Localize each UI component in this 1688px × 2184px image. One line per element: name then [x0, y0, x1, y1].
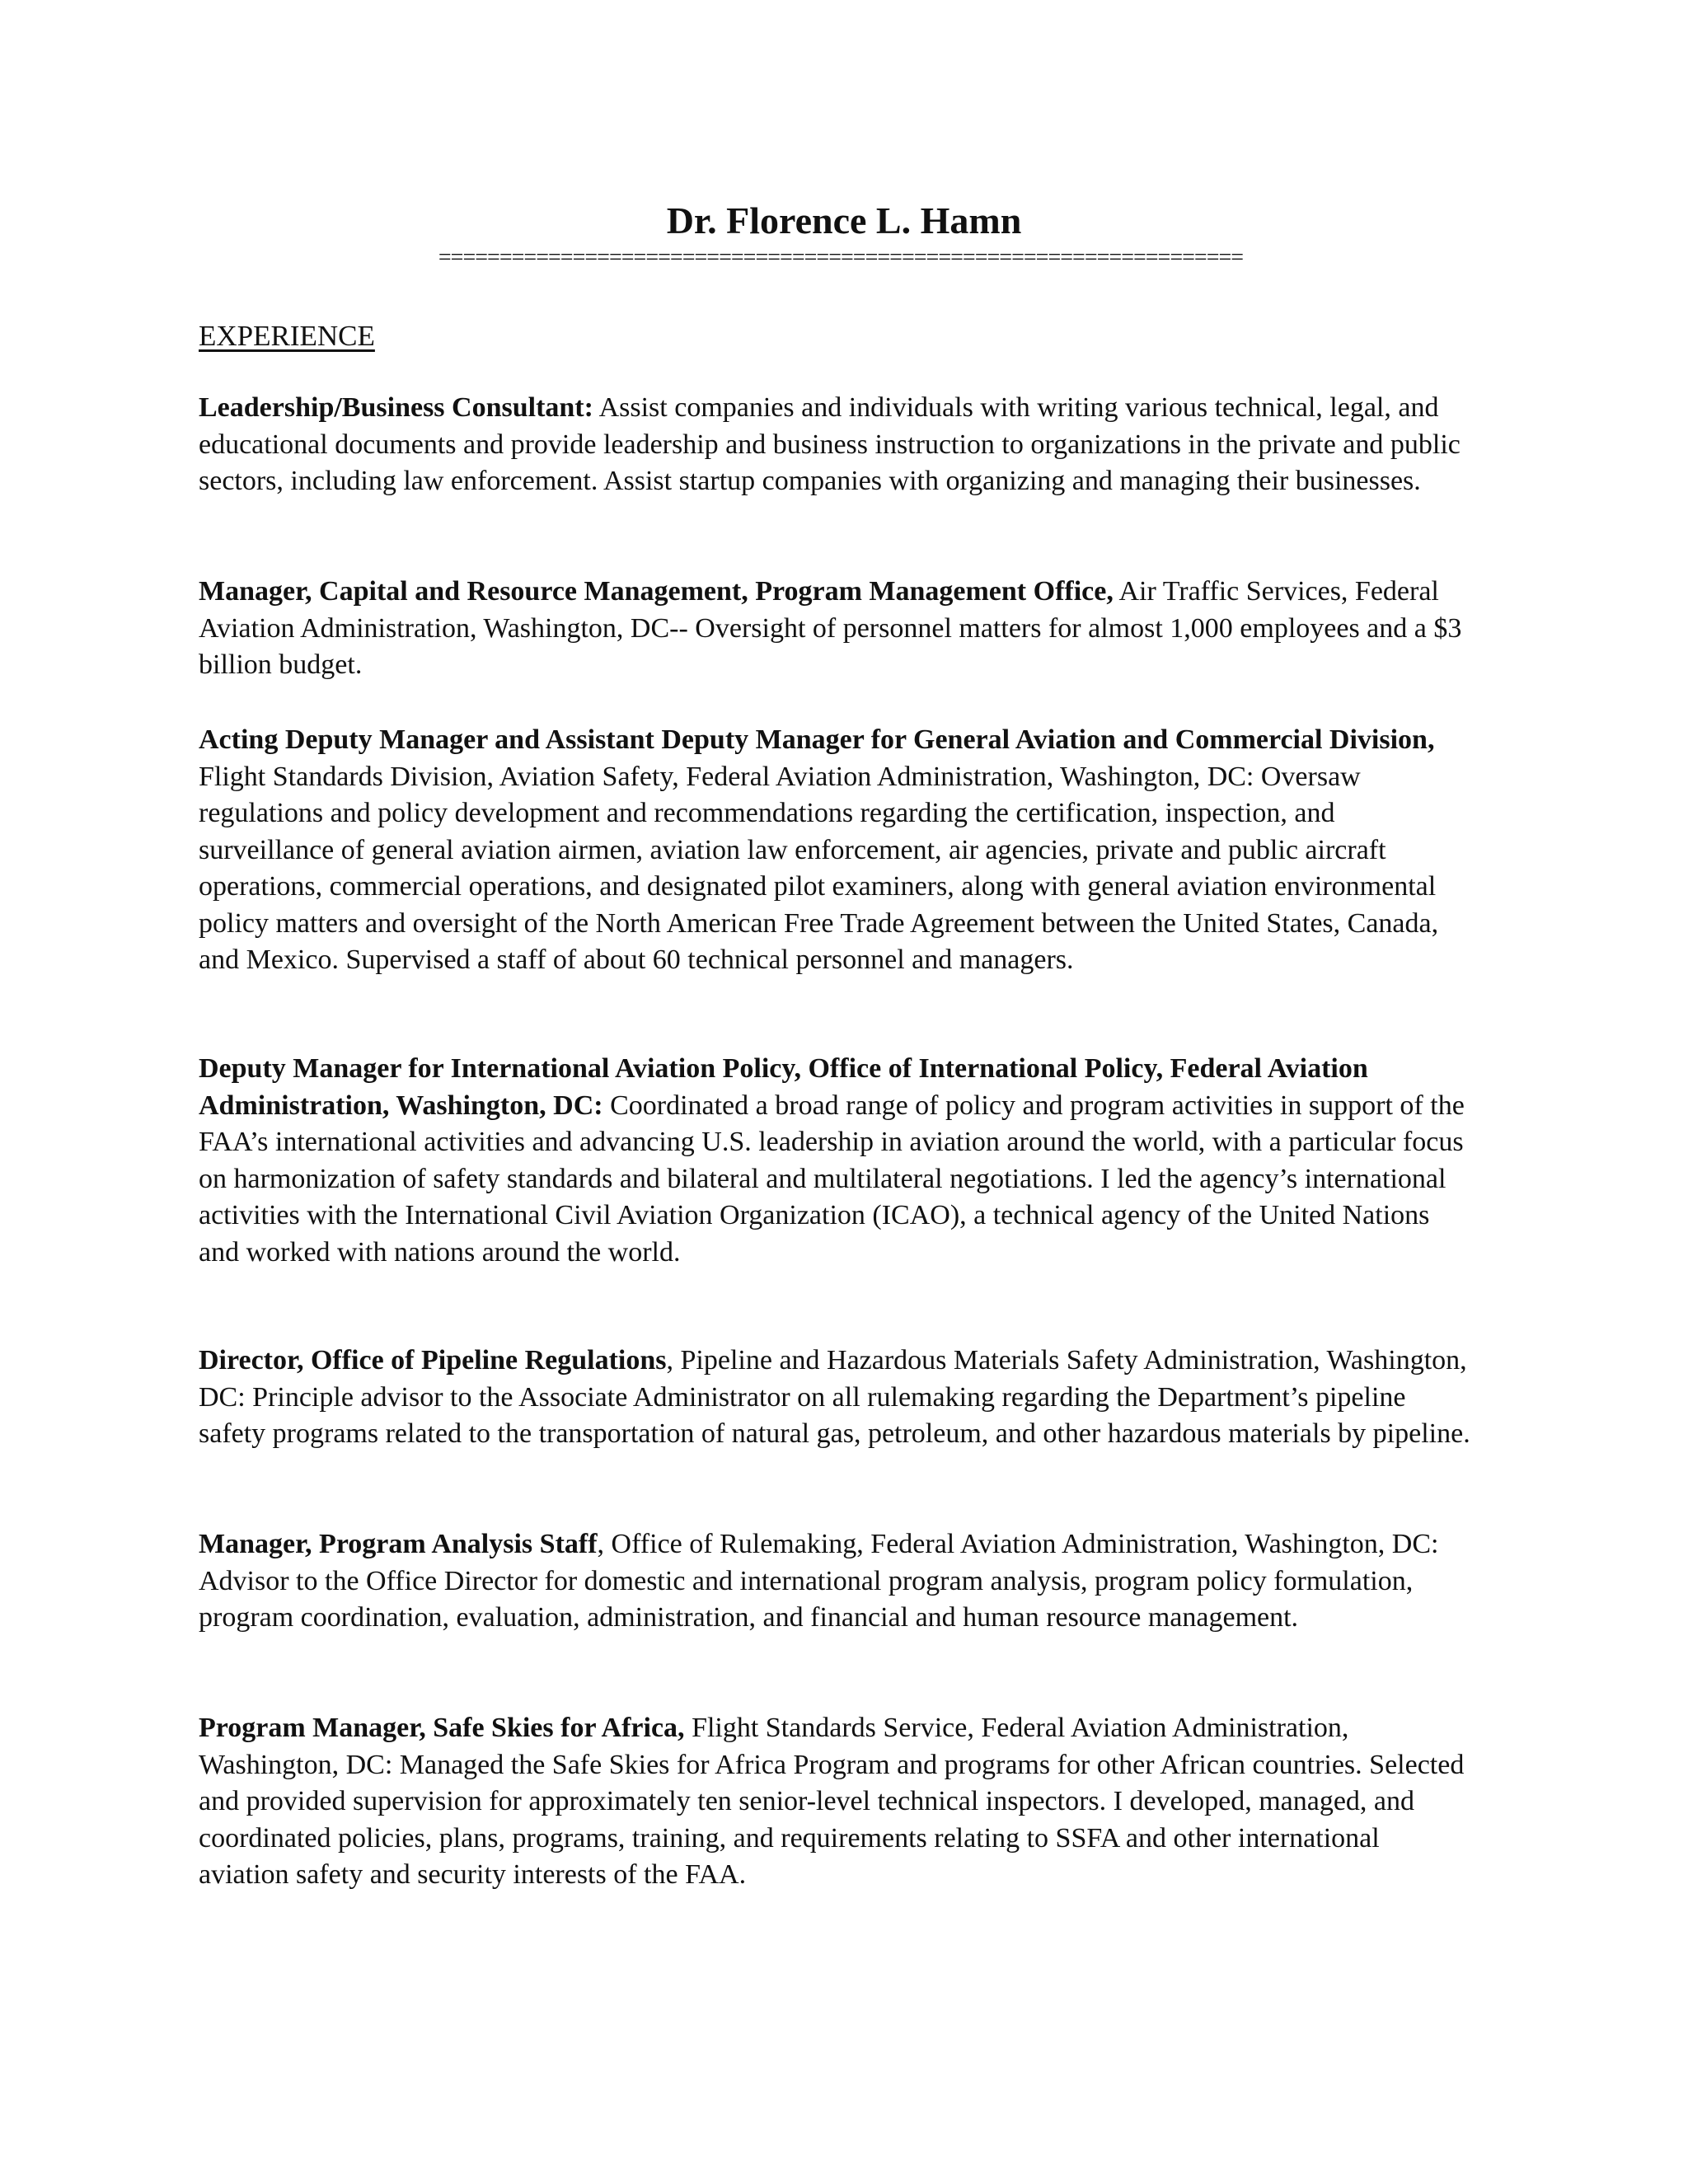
entry-body: Assist companies and individuals with writing various technical, legal, and educational documents and provide leadership and business instruction to organizations in the private and public sectors, including law enforcement. Assist startup companies with organizing and managing their businesses. — [199, 392, 1461, 496]
experience-entry-program-analysis-manager — [199, 1526, 1472, 1637]
entry-title: Director, Office of Pipeline Regulations — [199, 1345, 667, 1376]
resume-name-heading: Dr. Florence L. Hamn — [666, 199, 1022, 241]
entry-body: Flight Standards Service, Federal Aviation Administration, Washington, DC: Managed the Safe Skies for Africa Program and programs for other African countries. Selected and provided supervision for approximately ten senior-level technical inspectors. I developed, managed, and coordinated policies, plans, programs, training, and requirements relating to SSFA and other international aviation safety and security interests of the FAA. — [199, 1713, 1465, 1890]
entry-body: , Office of Rulemaking, Federal Aviation Administration, Washington, DC: Advisor to the Office Director for domestic and international program analysis, program policy formulation, program coordination, evaluation, administration, and financial and human resource management. — [199, 1529, 1439, 1633]
entry-title: Deputy Manager for International Aviation Policy, Office of International Policy, Federal Aviation Administration, Washington, DC: — [199, 1053, 1368, 1121]
entry-body: Air Traffic Services, Federal Aviation Administration, Washington, DC-- Oversight of personnel matters for almost 1,000 employees and a $3 billion budget. — [199, 576, 1462, 680]
experience-entry-international-policy-deputy — [199, 1051, 1472, 1271]
entry-body: , Pipeline and Hazardous Materials Safety Administration, Washington, DC: Principle advisor to the Associate Administrator on all rulemaking regarding the Department’s pipeline safety programs related to the transportation of natural gas, petroleum, and other hazardous materials by pipeline. — [199, 1345, 1470, 1449]
experience-entry-pipeline-director — [199, 1343, 1472, 1453]
experience-section-heading: EXPERIENCE — [199, 320, 375, 352]
experience-entry-capital-resource-manager — [199, 574, 1472, 684]
experience-entry-safe-skies-africa — [199, 1710, 1472, 1894]
entry-body: Flight Standards Division, Aviation Safety, Federal Aviation Administration, Washington, DC: Oversaw regulations and policy development and recommendations regarding the certification, inspection, and surveillance of general aviation airmen, aviation law enforcement, air agencies, private and public aircraft operations, commercial operations, and designated pilot examiners, along with general aviation environmental policy matters and oversight of the North American Free Trade Agreement between the United States, Canada, and Mexico. Supervised a staff of about 60 technical personnel and managers. — [199, 761, 1439, 975]
entry-title: Leadership/Business Consultant: — [199, 392, 593, 423]
entry-title: Manager, Capital and Resource Management, Program Management Office, — [199, 576, 1114, 607]
entry-body: Coordinated a broad range of policy and program activities in support of the FAA’s international activities and advancing U.S. leadership in aviation around the world, with a particular focus on harmonization of safety standards and bilateral and multilateral negotiations. I led the agency’s international activities with the International Civil Aviation Organization (ICAO), a technical agency of the United Nations and worked with nations around the world. — [199, 1090, 1465, 1268]
experience-entry-consultant — [199, 390, 1472, 500]
entry-title: Manager, Program Analysis Staff — [199, 1529, 598, 1559]
header-divider: ================================================================== — [438, 245, 1244, 270]
entry-title: Acting Deputy Manager and Assistant Deputy Manager for General Aviation and Commercial Division, — [199, 724, 1435, 755]
experience-entry-general-aviation-deputy — [199, 722, 1472, 979]
entry-title: Program Manager, Safe Skies for Africa, — [199, 1713, 685, 1743]
